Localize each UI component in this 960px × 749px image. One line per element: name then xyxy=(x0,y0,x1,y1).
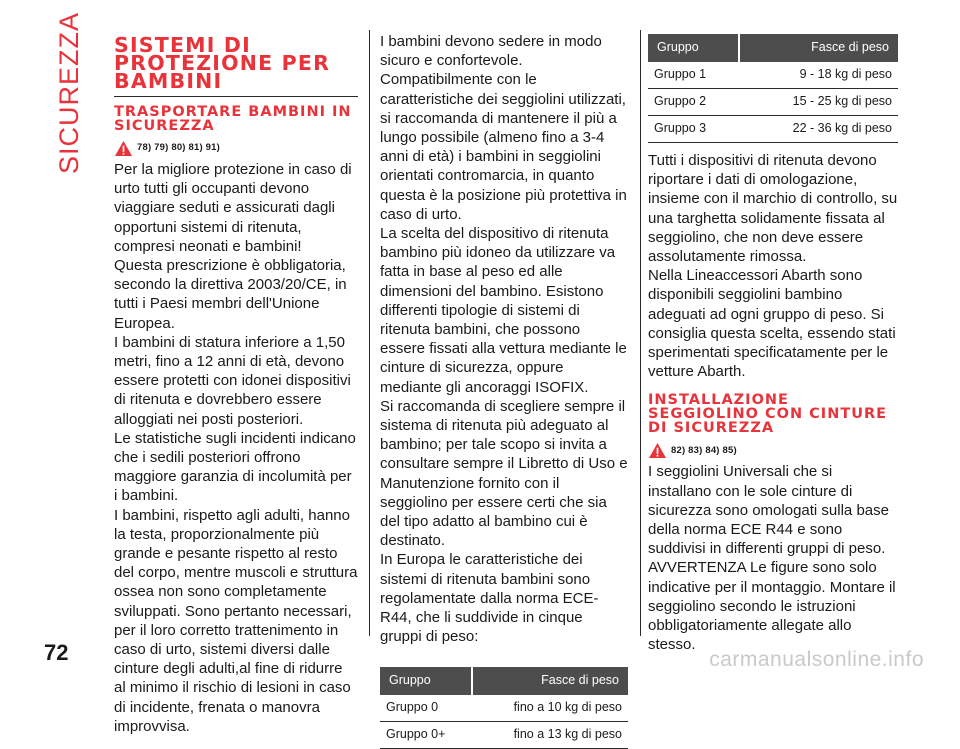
weight-groups-table xyxy=(380,667,628,749)
table-cell-group: Gruppo 0 xyxy=(380,695,472,722)
table-row xyxy=(648,62,898,89)
column-divider-2 xyxy=(640,30,641,636)
table-cell-weight: 9 - 18 kg di peso xyxy=(739,62,898,89)
table-cell-weight: 15 - 25 kg di peso xyxy=(739,89,898,116)
table-cell-weight: 22 - 36 kg di peso xyxy=(739,116,898,143)
paragraph: Tutti i dispositivi di ritenuta devono riportare i dati di omologazione, insieme con il marchio di controllo, su una targhetta solidamente fissata al seggiolino, che non deve essere assolutamente rimossa. xyxy=(648,152,898,266)
table-header-weight: Fasce di peso xyxy=(739,34,898,62)
table-cell-group: Gruppo 2 xyxy=(648,89,739,116)
paragraph: I bambini devono sedere in modo sicuro e confortevole. Compatibilmente con le caratteristiche dei seggiolini utilizzati, si raccomanda di mantenere il più a lungo possibile (almeno fino a 3-4 anni di età) i bambini in seggiolini orientati contromarcia, in quanto questa è la posizione più protettiva in caso di urto. xyxy=(380,33,627,223)
table-header-weight: Fasce di peso xyxy=(472,667,628,695)
paragraph: Questa prescrizione è obbligatoria, secondo la direttiva 2003/20/CE, in tutti i Paesi membri dell'Unione Europea. xyxy=(114,257,347,332)
table-row xyxy=(648,116,898,143)
page-number: 72 xyxy=(44,640,69,665)
table-row xyxy=(380,695,628,722)
paragraph: AVVERTENZA Le figure sono solo indicative per il montaggio. Montare il seggiolino secondo le istruzioni obbligatoriamente allegate allo stesso. xyxy=(648,559,896,654)
section-side-label xyxy=(52,12,86,175)
paragraph: Si raccomanda di scegliere sempre il sistema di ritenuta più adeguato al bambino; per tale scopo si invita a consultare sempre il Libretto di Uso e Manutenzione fornito con il seggiolino per essere certi che sia del tipo adatto al bambino cui è destinato. xyxy=(380,397,628,550)
title-rule xyxy=(114,96,358,97)
table-cell-group: Gruppo 0+ xyxy=(380,721,472,748)
table-row xyxy=(648,89,898,116)
watermark: carmanualsonline.info xyxy=(709,648,924,671)
section-label-text: SICUREZZA xyxy=(53,12,84,175)
column-3 xyxy=(648,34,898,654)
table-cell-weight: fino a 13 kg di peso xyxy=(472,721,628,748)
section-heading: INSTALLAZIONE SEGGIOLINO CON CINTURE DI SICUREZZA xyxy=(648,392,888,437)
column-divider-1 xyxy=(369,30,370,636)
page-title: SISTEMI DI PROTEZIONE PER BAMBINI xyxy=(114,33,331,93)
warning-refs-text: 78) 79) 80) 81) 91) xyxy=(137,142,221,154)
paragraph: I bambini di statura inferiore a 1,50 metri, fino a 12 anni di età, devono essere protetti con idonei dispositivi di ritenuta e dovrebbero essere alloggiati nei posti posteriori. xyxy=(114,333,351,428)
warning-triangle-icon xyxy=(114,140,133,157)
table-header-row xyxy=(648,34,898,62)
section-heading: TRASPORTARE BAMBINI IN SICUREZZA xyxy=(114,104,352,134)
table-row xyxy=(380,721,628,748)
paragraph: Le statistiche sugli incidenti indicano che i sedili posteriori offrono maggiore garanzia di incolumità per i bambini. xyxy=(114,429,356,505)
paragraph: I bambini, rispetto agli adulti, hanno la testa, proporzionalmente più grande e pesante rispetto al resto del corpo, mentre muscoli e struttura ossea non sono completamente sviluppati. Sono pertanto necessari, per il loro corretto trattenimento in caso di urto, sistemi diversi dalle cinture degli adulti,al fine di ridurre al minimo il rischio di lesioni in caso di incidente, frenata o manovra improvvisa. xyxy=(114,506,358,735)
paragraph: Per la migliore protezione in caso di urto tutti gli occupanti devono viaggiare seduti e assicurati dagli opportuni sistemi di ritenuta, compresi neonati e bambini! xyxy=(114,161,352,255)
column-2 xyxy=(380,32,628,749)
paragraph: La scelta del dispositivo di ritenuta bambino più idoneo da utilizzare va fatta in base al peso ed alle dimensioni del bambino. Esistono differenti tipologie di sistemi di ritenuta bambini, che possono essere fissati alla vettura mediante le cinture di sicurezza, oppure mediante gli ancoraggi ISOFIX. xyxy=(380,225,627,396)
table-header-group: Gruppo xyxy=(380,667,472,695)
table-cell-group: Gruppo 1 xyxy=(648,62,739,89)
table-cell-group: Gruppo 3 xyxy=(648,116,739,143)
table-header-row xyxy=(380,667,628,695)
paragraph: In Europa le caratteristiche dei sistemi di ritenuta bambini sono regolamentate dalla norma ECE-R44, che li suddivide in cinque gruppi di peso: xyxy=(380,551,599,646)
table-cell-weight: fino a 10 kg di peso xyxy=(472,695,628,722)
paragraph: I seggiolini Universali che si installano con le sole cinture di sicurezza sono omologati sulla base della norma ECE R44 e sono suddivisi in differenti gruppi di peso. xyxy=(648,463,889,558)
column-1 xyxy=(114,30,358,736)
warning-refs-text: 82) 83) 84) 85) xyxy=(671,444,737,456)
warning-references xyxy=(648,441,898,459)
warning-references xyxy=(114,139,358,157)
warning-triangle-icon xyxy=(648,442,667,459)
table-header-group: Gruppo xyxy=(648,34,739,62)
weight-groups-table-continued xyxy=(648,34,898,143)
paragraph: Nella Lineaccessori Abarth sono disponibili seggiolini bambino adeguati ad ogni gruppo di peso. Si consiglia questa scelta, essendo stati sperimentati specificatamente per le vetture Abarth. xyxy=(648,267,896,381)
